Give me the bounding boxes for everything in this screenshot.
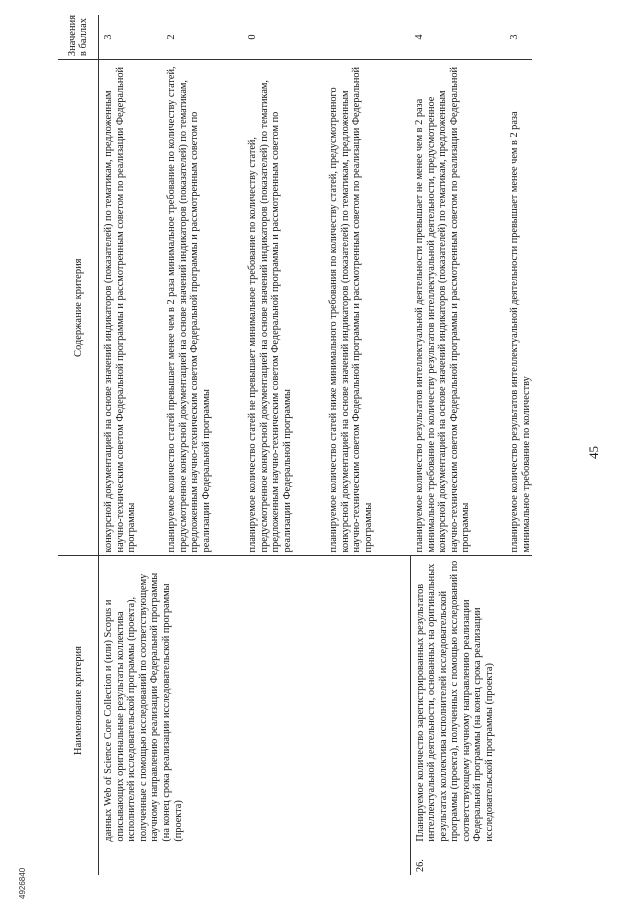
table-header-row: [58, 15, 99, 875]
header-criterion-content: Содержание критерия: [58, 60, 99, 556]
score-value: 4: [414, 34, 425, 40]
page-number: 45: [586, 446, 601, 459]
criterion-option: планируемое количество результатов интеллектуальной деятельности превышает не менее чем в 2 раза минимальное требование по количеству результатов интеллектуальной деятельности, предусмотренное конкурсной документацией на основе значений индикаторов (показателей) по тематикам, предложенным научно-техническим советом Федеральной программы и рассмотренным советом по реализации Федеральной программы: [414, 66, 472, 553]
score-column: [99, 15, 411, 60]
criteria-table: [58, 15, 532, 875]
score-value: 0: [247, 34, 258, 40]
table-row: [410, 15, 532, 875]
header-score: Значения в баллах: [58, 15, 99, 60]
row-number: [99, 845, 411, 875]
score-value: 3: [103, 34, 114, 40]
header-number: [58, 845, 99, 875]
score-value: 2: [166, 34, 177, 40]
header-criterion-name: Наименование критерия: [58, 556, 99, 845]
criterion-option: планируемое количество результатов интеллектуальной деятельности превышает менее чем в 2 раза минимальное требование по количеству: [509, 111, 532, 553]
document-id: 4926840: [18, 867, 27, 899]
score-value: 3: [509, 34, 520, 40]
criterion-name: Планируемое количество зарегистрированных результатов интеллектуальной деятельности, основанных на оригинальных результатах коллектива исполнителей исследовательской программы (проекта), полученных с помощью исследований по соответствующему научному направлению реализации Федеральной программы (на конец срока реализации исследовательской программы (проекта): [410, 556, 532, 845]
table-row: [99, 15, 411, 875]
criterion-option: конкурсной документацией на основе значений индикаторов (показателей) по тематикам, предложенным научно-техническим советом Федеральной программы и рассмотренным советом по реализации Федеральной программы: [103, 66, 138, 553]
criterion-option: планируемое количество статей не превышает минимальное требование по количеству статей, предусмотренное конкурсной документацией на основе значений индикаторов (показателей) по тематикам, предложенным научно-техническим советом Федеральной программы и рассмотренным советом по реализации Федеральной программы: [247, 80, 293, 553]
criterion-option: планируемое количество статей превышает менее чем в 2 раза минимальное требование по количеству статей, предусмотренное конкурсной документацией на основе значений индикаторов (показателей) по тематикам, предложенным научно-техническим советом Федеральной программы и рассмотренным советом по реализации Федеральной программы: [166, 66, 212, 553]
criterion-name: данных Web of Science Core Collection и (или) Scopus и описывающих оригинальные результаты коллектива исполнителей исследовательской программы (проекта), полученные с помощью исследований по соответствующему научному направлению реализации Федеральной программы (на конец срока реализации исследовательской программы (проекта): [99, 556, 411, 845]
criterion-content: [99, 60, 411, 556]
row-number: 26.: [414, 859, 426, 872]
criterion-content: [410, 60, 532, 556]
criterion-option: планируемое количество статей ниже минимального требования по количеству статей, предусмотренного конкурсной документацией на основе значений индикаторов (показателей) по тематикам, предложенным научно-техническим советом Федеральной программы и рассмотренным советом по реализации Федеральной программы: [328, 66, 374, 553]
score-value: [328, 18, 404, 56]
score-column: [410, 15, 532, 60]
